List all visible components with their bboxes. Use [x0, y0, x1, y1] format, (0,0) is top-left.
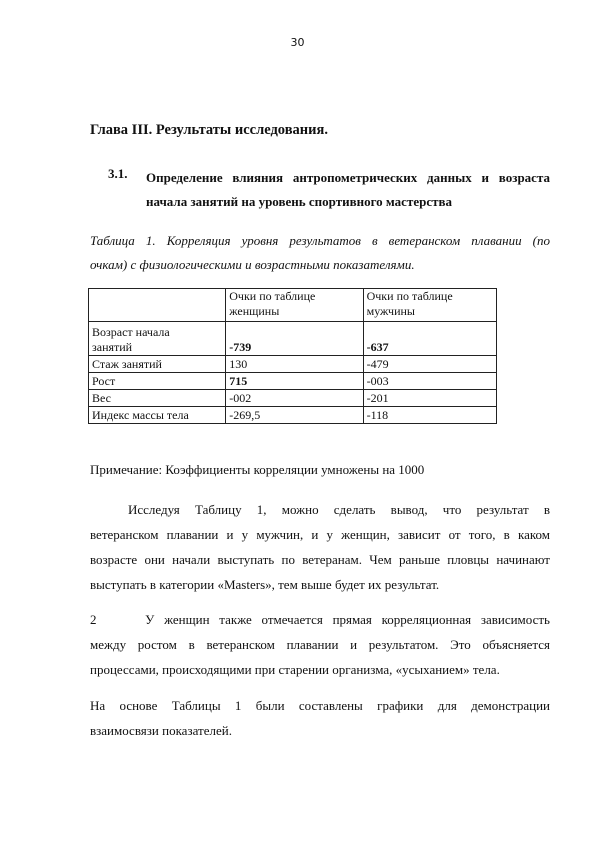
row-value-women: -739 [226, 322, 363, 356]
table-row [89, 407, 497, 424]
table-row [89, 322, 497, 356]
table-note: Примечание: Коэффициенты корреляции умножены на 1000 [90, 462, 425, 477]
row-label: Рост [89, 373, 226, 390]
row-label: Стаж занятий [89, 356, 226, 373]
paragraph [90, 497, 550, 597]
row-label: Индекс массы тела [89, 407, 226, 424]
row-value-women: -269,5 [226, 407, 363, 424]
row-value-men: -118 [363, 407, 496, 424]
row-label-line: занятий [92, 340, 133, 354]
paragraph-line: Исследуя Таблицу 1, можно сделать вывод, что результат в [128, 502, 550, 517]
row-value-men: -201 [363, 390, 496, 407]
row-label: Вес [89, 390, 226, 407]
row-value-men: -479 [363, 356, 496, 373]
header-women-line: женщины [229, 304, 280, 318]
page-number: 30 [290, 36, 305, 49]
section-title-line: Определение влияния антропометрических данных и возраста [146, 170, 550, 185]
row-value-women: 715 [226, 373, 363, 390]
paragraph-line: возрасте они начали выступать по ветеранам. Чем раньше пловцы начинают [90, 552, 550, 567]
chapter-title: Глава III. Результаты исследования. [90, 122, 328, 138]
section-title-line: начала занятий на уровень спортивного мастерства [146, 194, 453, 209]
header-cell-empty [89, 289, 226, 322]
header-men-line: мужчины [366, 304, 415, 318]
section-title [146, 166, 550, 214]
paragraph-line: процессами, происходящими при старении организма, «усыханием» тела. [90, 662, 500, 677]
row-label-line: Возраст начала [92, 325, 170, 339]
paragraph-line: выступать в категории «Masters», тем выше будет их результат. [90, 577, 440, 592]
table-row [89, 356, 497, 373]
table-header-row [89, 289, 497, 322]
header-cell-women [226, 289, 363, 322]
row-value-men: -003 [363, 373, 496, 390]
table-row [89, 390, 497, 407]
paragraph-line: 2 У женщин также отмечается прямая корреляционная зависимость [90, 612, 550, 627]
row-value-women: 130 [226, 356, 363, 373]
section-number: 3.1. [108, 166, 128, 181]
paragraph-line: ветеранском плавании и у мужчин, и у женщин, зависит от того, в каком [90, 527, 550, 542]
paragraph-line: взаимосвязи показателей. [90, 723, 232, 738]
table-caption-line: очкам) с физиологическими и возрастными показателями. [90, 257, 415, 272]
paragraph [90, 607, 550, 682]
table-row [89, 373, 497, 390]
row-value-women: -002 [226, 390, 363, 407]
header-men-line: Очки по таблице [366, 289, 453, 303]
table-caption-line: Таблица 1. Корреляция уровня результатов в ветеранском плавании (по [90, 233, 550, 248]
row-label [89, 322, 226, 356]
header-cell-men [363, 289, 496, 322]
paragraph-line: между ростом в ветеранском плавании и результатом. Это объясняется [90, 637, 550, 652]
table-caption [90, 229, 550, 277]
row-value-men: -637 [363, 322, 496, 356]
header-women-line: Очки по таблице [229, 289, 316, 303]
paragraph [90, 693, 550, 743]
correlation-table [88, 288, 497, 424]
paragraph-line: На основе Таблицы 1 были составлены графики для демонстрации [90, 698, 550, 713]
